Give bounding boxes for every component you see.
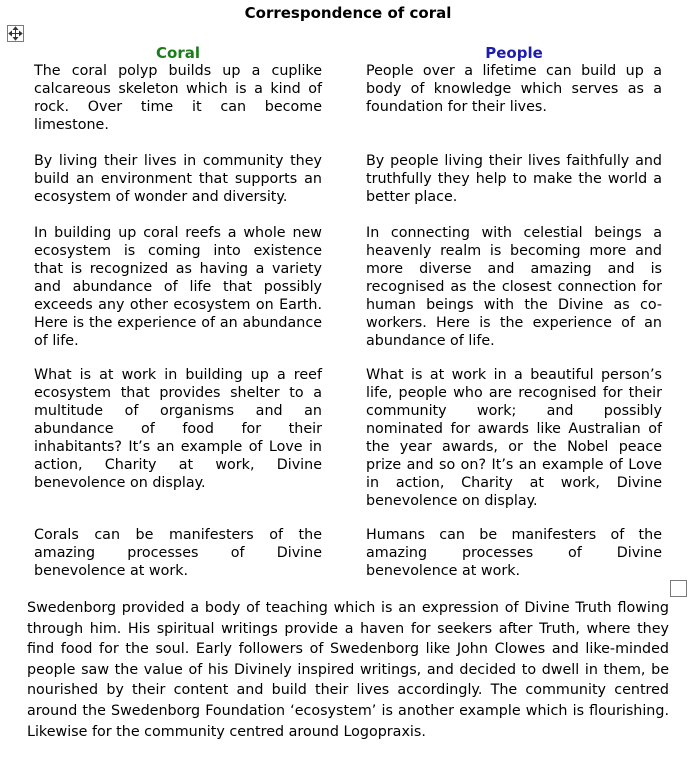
people-paragraph: By people living their lives faithfully and truthfully they help to make the world a better place. [366,153,662,205]
body-paragraph: Swedenborg provided a body of teaching which is an expression of Divine Truth flowing through him. His spiritual writings provide a haven for seekers after Truth, where they find food for the soul. Early followers of Swedenborg like John Clowes and like-minded people saw the value of his Divinely inspired writings, and decided to dwell in them, be nourished by their content and build their lives accordingly. The community centred around the Swedenborg Foundation ‘ecosystem’ is another example which is flourishing. Likewise for the community centred around Logopraxis. [27,600,669,740]
people-heading: People [485,44,543,62]
table-resize-handle-icon[interactable] [670,580,687,597]
coral-paragraph: By living their lives in community they build an environment that supports an ecosystem of wonder and diversity. [34,153,322,205]
table-move-handle-icon[interactable] [7,25,24,42]
people-paragraph: In connecting with celestial beings a heavenly realm is becoming more and more diverse and amazing and is recognised as the closest connection for human beings with the Divine as co-workers. Here is the experience of an abundance of life. [366,225,662,349]
coral-paragraph: Corals can be manifesters of the amazing processes of Divine benevolence at work. [34,527,322,579]
document-title: Correspondence of coral [244,4,452,22]
coral-column [34,44,322,579]
people-paragraph: People over a lifetime can build up a body of knowledge which serves as a foundation for their lives. [366,63,662,115]
people-column [366,44,662,579]
coral-paragraph: The coral polyp builds up a cuplike calcareous skeleton which is a kind of rock. Over time it can become limestone. [34,63,322,133]
people-paragraph: Humans can be manifesters of the amazing processes of Divine benevolence at work. [366,527,662,579]
coral-paragraph: What is at work in building up a reef ecosystem that provides shelter to a multitude of organisms and an abundance of food for their inhabitants? It’s an example of Love in action, Charity at work, Divine benevolence on display. [34,367,322,491]
people-paragraph: What is at work in a beautiful person’s life, people who are recognised for their community work; and possibly nominated for awards like Australian of the year awards, or the Nobel peace prize and so on? It’s an example of Love in action, Charity at work, Divine benevolence on display. [366,367,662,509]
coral-heading: Coral [156,44,200,62]
coral-paragraph: In building up coral reefs a whole new ecosystem is coming into existence that is recognized as having a variety and abundance of life that possibly exceeds any other ecosystem on Earth. Here is the experience of an abundance of life. [34,225,322,349]
